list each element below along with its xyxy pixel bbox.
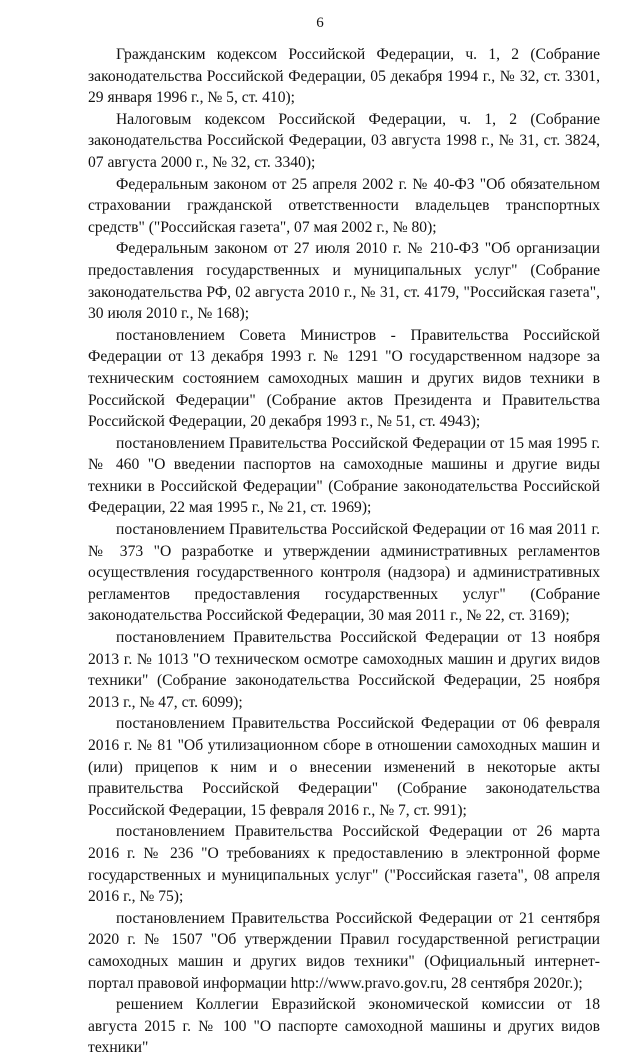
paragraph-law-210-fz: Федеральным законом от 27 июля 2010 г. № 210-ФЗ "Об организации предоставления государственных и муниципальных услуг" (Собрание законодательства РФ, 02 августа 2010 г., № 31, ст. 4179, "Российская газета", 30 июля 2010 г., № 168); xyxy=(88,240,600,323)
paragraph-decree-373: постановлением Правительства Российской Федерации от 16 мая 2011 г. № 373 "О разработке и утверждении административных регламентов осуществления государственного контроля (надзора) и административных регламентов предоставления государственных услуг" (Собрание законодательства Российской Федерации, 30 мая 2011 г., № 22, ст. 3169); xyxy=(88,521,600,625)
paragraph-eec-decision-100: решением Коллегии Евразийской экономической комиссии от 18 августа 2015 г. № 100 "О паспорте самоходной машины и других видов техники" xyxy=(88,996,600,1057)
paragraph-tax-code: Налоговым кодексом Российской Федерации, ч. 1, 2 (Собрание законодательства Российской Федерации, 03 августа 1998 г., № 31, ст. 3824, 07 августа 2000 г., № 32, ст. 3340); xyxy=(88,110,600,171)
paragraph-decree-1291: постановлением Совета Министров - Правительства Российской Федерации от 13 декабря 1993 г. № 1291 "О государственном надзоре за техническим состоянием самоходных машин и других видов техники в Российской Федерации" (Собрание актов Президента и Правительства Российской Федерации, 20 декабря 1993 г., № 51, ст. 4943); xyxy=(88,326,600,431)
document-body xyxy=(88,44,600,1059)
page-number: 6 xyxy=(316,15,324,31)
paragraph-decree-1013: постановлением Правительства Российской Федерации от 13 ноября 2013 г. № 1013 "О техническом осмотре самоходных машин и других видов техники" (Собрание законодательства Российской Федерации, 25 ноября 2013 г., № 47, ст. 6099); xyxy=(88,629,600,711)
paragraph-decree-1507: постановлением Правительства Российской Федерации от 21 сентября 2020 г. № 1507 "Об утверждении Правил государственной регистрации самоходных машин и других видов техники" (Официальный интернет-портал правовой информации http://www.pravo.gov.ru, 28 сентября 2020г.); xyxy=(88,909,600,992)
paragraph-decree-460: постановлением Правительства Российской Федерации от 15 мая 1995 г. № 460 "О введении паспортов на самоходные машины и другие виды техники в Российской Федерации" (Собрание законодательства Российской Федерации, 22 мая 1995 г., № 21, ст. 1969); xyxy=(88,434,600,517)
paragraph-decree-236: постановлением Правительства Российской Федерации от 26 марта 2016 г. № 236 "О требованиях к предоставлению в электронной форме государственных и муниципальных услуг" ("Российская газета", 08 апреля 2016 г., № 75); xyxy=(88,823,600,906)
paragraph-law-40-fz: Федеральным законом от 25 апреля 2002 г. № 40-ФЗ "Об обязательном страховании гражданской ответственности владельцев транспортных средств" ("Российская газета", 07 мая 2002 г., № 80); xyxy=(88,175,600,236)
paragraph-civil-code: Гражданским кодексом Российской Федерации, ч. 1, 2 (Собрание законодательства Российской Федерации, 05 декабря 1994 г., № 32, ст. 3301, 29 января 1996 г., № 5, ст. 410); xyxy=(88,46,600,107)
paragraph-decree-81: постановлением Правительства Российской Федерации от 06 февраля 2016 г. № 81 "Об утилизационном сборе в отношении самоходных машин и (или) прицепов к ним и о внесении изменений в некоторые акты правительства Российской Федерации" (Собрание законодательства Российской Федерации, 15 февраля 2016 г., № 7, ст. 991); xyxy=(88,715,600,819)
